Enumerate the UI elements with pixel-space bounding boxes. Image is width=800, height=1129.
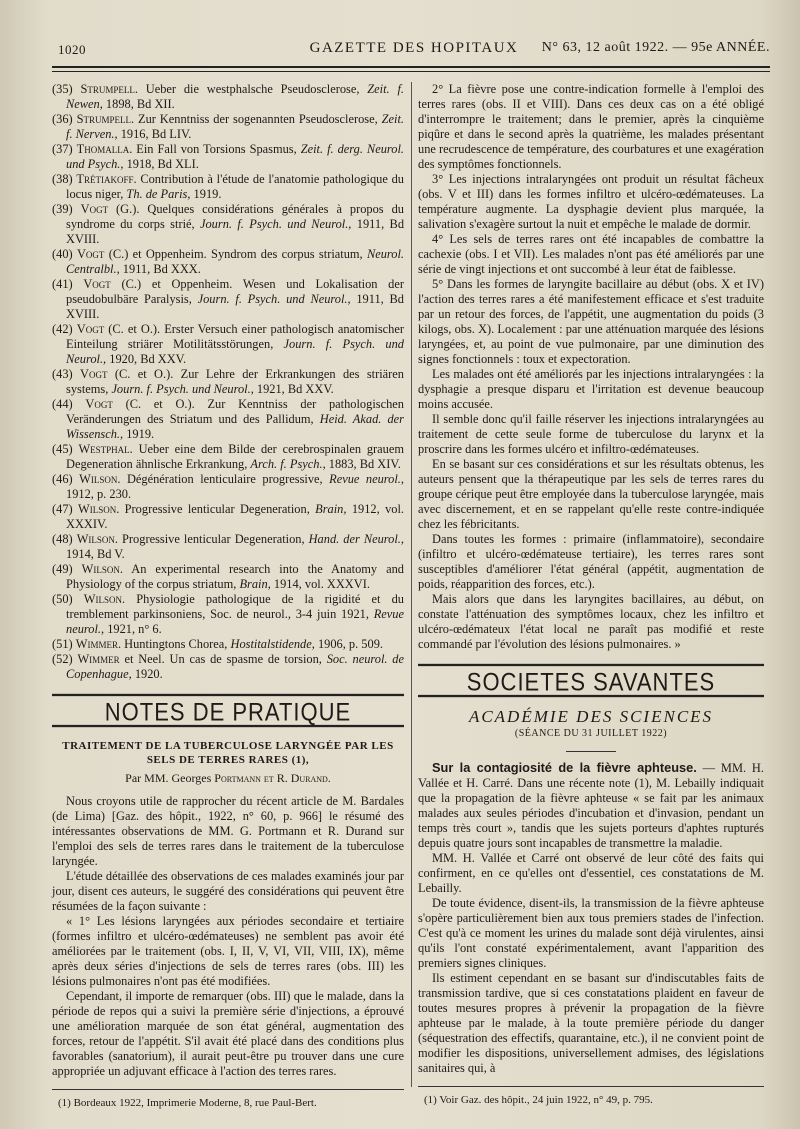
reference-detail: 1912, vol. XXXIV. bbox=[66, 502, 404, 531]
reference-number: (39) bbox=[52, 202, 73, 216]
reference-author: Westphal. bbox=[78, 442, 133, 456]
reference-text: (C.) et Oppenheim. Wesen und Lokalisation der pseudobulbäre Paralysis, bbox=[66, 277, 404, 306]
academy-title: ACADÉMIE DES SCIENCES bbox=[468, 707, 714, 726]
reference-journal: Revue neurol., bbox=[66, 607, 404, 636]
left-column bbox=[52, 82, 404, 1111]
reference-detail: 1911, Bd XVIII. bbox=[66, 292, 404, 321]
reference-text: Ueber eine dem Bilde der cerebrospinalen grauem Degeneration ähnlische Erkrankung, bbox=[66, 442, 404, 471]
reference-detail: 1912, p. 230. bbox=[66, 487, 132, 501]
reference-journal: Journ. f. Psych. und Neurol., bbox=[197, 292, 351, 306]
reference-author: Vogt bbox=[85, 397, 113, 411]
reference-number: (49) bbox=[52, 562, 73, 576]
reference-text: Progressive lenticular Degeneration, bbox=[119, 502, 316, 516]
reference-text: (C.) et Oppenheim. Syndrom des corpus striatum, bbox=[104, 247, 367, 261]
byline-authors: Portmann et R. Durand. bbox=[214, 771, 331, 785]
reference-author: Trétiakoff. bbox=[76, 172, 137, 186]
reference-detail: 1921, Bd XXV. bbox=[253, 382, 334, 396]
reference-number: (51) bbox=[52, 637, 73, 651]
reference-author: Wilson. bbox=[76, 532, 118, 546]
article-paragraph: 3° Les injections intralaryngées ont produit un résultat fâcheux (obs. V et III) dans les formes infiltro et ulcéro-œdémateuses. La température augmente. La dysphagie devient plus marquée, la salivation s'exagère surtout la nuit et empêche le malade de dormir. bbox=[418, 172, 764, 231]
reference-text: Contribution à l'étude de l'anatomie pathologique du locus niger, bbox=[66, 172, 404, 201]
reference-text: Ueber die westphalsche Pseudosclerose, bbox=[137, 82, 368, 96]
reference-item bbox=[52, 322, 405, 367]
reference-text: Huntingtons Chorea, bbox=[121, 637, 231, 651]
reference-author: Vogt bbox=[83, 277, 111, 291]
reference-author: Vogt bbox=[80, 202, 109, 216]
reference-journal: Brain, bbox=[315, 502, 347, 516]
reference-detail: 1919. bbox=[190, 187, 222, 201]
reference-author: Wimmer bbox=[77, 652, 120, 666]
reference-text: (C. et O.). Zur Kenntniss der pathologischen Veränderungen des Striatum und des Pallidum, bbox=[66, 397, 404, 426]
reference-detail: 1920, Bd XXV. bbox=[106, 352, 187, 366]
reference-number: (48) bbox=[52, 532, 73, 546]
reference-author: Strumpell. bbox=[80, 82, 138, 96]
reference-detail: 1921, n° 6. bbox=[104, 622, 162, 636]
reference-journal: Neurol. Centralbl., bbox=[66, 247, 404, 276]
reference-number: (47) bbox=[52, 502, 73, 516]
reference-item bbox=[52, 202, 405, 247]
reference-detail: 1911, Bd XVIII. bbox=[66, 217, 405, 246]
reference-text: Ein Fall von Torsions Spasmus, bbox=[132, 142, 301, 156]
reference-item bbox=[52, 652, 404, 682]
reference-author: Vogt bbox=[80, 367, 108, 381]
reference-item bbox=[52, 277, 404, 322]
reference-text: Zur Kenntniss der sogenannten Pseudosclerose, bbox=[134, 112, 382, 126]
reference-detail: 1914, Bd V. bbox=[66, 547, 125, 561]
issue-info: N° 63, 12 août 1922. — 95e ANNÉE. bbox=[541, 40, 770, 55]
reference-number: (52) bbox=[52, 652, 73, 666]
reference-detail: 1919. bbox=[123, 427, 155, 441]
article-paragraph: MM. H. Vallée et Carré ont observé de leur côté des faits qui confirment, en ce qu'elles ont d'essentiel, ces constatations de M. Lebailly. bbox=[418, 851, 764, 895]
reference-item bbox=[52, 442, 404, 472]
reference-item bbox=[52, 472, 404, 502]
reference-number: (43) bbox=[52, 367, 73, 381]
reference-text: An experimental research into the Anatomy and Physiology of the corpus striatum, bbox=[66, 562, 404, 591]
article-byline bbox=[52, 771, 404, 786]
reference-journal: Journ. f. Psych. und Neurol., bbox=[199, 217, 352, 231]
reference-author: Wilson. bbox=[79, 472, 121, 486]
reference-number: (41) bbox=[52, 277, 73, 291]
seance-date: (SÉANCE DU 31 JUILLET 1922) bbox=[514, 728, 668, 739]
reference-detail: 1916, Bd LIV. bbox=[117, 127, 192, 141]
reference-item bbox=[52, 172, 404, 202]
reference-number: (46) bbox=[52, 472, 73, 486]
reference-number: (38) bbox=[52, 172, 73, 186]
reference-item bbox=[52, 142, 404, 172]
societes-section-title: SOCIETES SAVANTES bbox=[418, 664, 764, 697]
reference-number: (37) bbox=[52, 142, 73, 156]
journal-title: GAZETTE DES HOPITAUX bbox=[309, 40, 519, 56]
reference-item bbox=[52, 592, 404, 637]
article-paragraph: Les malades ont été améliorés par les injections intralaryngées : la dysphagie a presque disparu et l'irritation est devenue beaucoup moins accusée. bbox=[418, 367, 764, 411]
reference-text: (C. et O.). Zur Lehre der Erkrankungen des striären systems, bbox=[66, 367, 404, 396]
reference-detail: 1920. bbox=[131, 667, 163, 681]
reference-text: (C. et O.). Erster Versuch einer pathologisch anatomischer Einteilung striärer Motilitätsstörungen, bbox=[66, 322, 404, 351]
column-divider bbox=[411, 82, 412, 1087]
reference-text: Progressive lenticular Degeneration, bbox=[118, 532, 309, 546]
reference-journal: Journ. f. Psych. und Neurol., bbox=[66, 337, 405, 366]
article-paragraph: Mais alors que dans les laryngites bacillaires, au début, on constate l'atténuation des symptômes locaux, chez les infiltro et ulcéro-œdémateux l'état local ne paraît pas modifié et reste commandé par l'évolution des lésions pulmonaires. » bbox=[418, 592, 764, 651]
reference-detail: 1883, Bd XIV. bbox=[325, 457, 401, 471]
reference-number: (40) bbox=[52, 247, 73, 261]
reference-detail: 1906, p. 509. bbox=[314, 637, 383, 651]
reference-item bbox=[52, 532, 404, 562]
header-rule-thin bbox=[52, 71, 770, 72]
article-paragraph: 2° La fièvre pose une contre-indication formelle à l'emploi des terres rares (obs. II et VIII). Dans ces deux cas on a été obligé d'interrompre le traitement; dans le premier, après la cinquième piqûre et dans le second après la quatrième, les malades présentant une recrudescence de température, des courbatures et une exagération des symptômes fonctionnels. bbox=[418, 82, 764, 171]
article-paragraph: Ils estiment cependant en se basant sur d'indiscutables faits de transmission tardive, que si ces constatations plaident en faveur de toutes mesures propres à prévenir la propagation de la fièvre aphteuse par le malade, à la toute première période du danger (séquestration des effectifs, quarantaine, etc.), il ne convient point de modifier les dispositions, universellement admises, des législations sanitaires qui, à bbox=[418, 971, 764, 1075]
article-paragraph: 5° Dans les formes de laryngite bacillaire au début (obs. X et IV) l'action des terres rares a été manifestement efficace et s'est traduite par un retour des forces, de l'appétit, une augmentation du poids (3 kilogs, obs. X). Localement : par une atténuation marquée des lésions laryngées, et, au point de vue pulmonaire, par une diminution des signes fonctionnels : toux et expectoration. bbox=[418, 277, 764, 366]
reference-item bbox=[52, 397, 404, 442]
reference-text: et Neel. Un cas de spasme de torsion, bbox=[119, 652, 327, 666]
footnote-rule bbox=[52, 1089, 404, 1090]
notes-section-title: NOTES DE PRATIQUE bbox=[52, 694, 404, 727]
lead-paragraph bbox=[418, 760, 764, 851]
reference-text: Physiologie pathologique de la rigidité et du tremblement parkinsoniens, Soc. de neurol., 3-4 juin 1921, bbox=[66, 592, 404, 621]
reference-journal: Zeit. f. derg. Neurol. und Psych., bbox=[66, 142, 404, 171]
article-title: TRAITEMENT DE LA TUBERCULOSE LARYNGÉE PAR LES SELS DE TERRES RARES (1), bbox=[62, 740, 394, 766]
reference-journal: Zeit. f. Nerven., bbox=[66, 112, 404, 141]
reference-author: Wilson. bbox=[81, 562, 123, 576]
reference-detail: 1898, Bd XII. bbox=[102, 97, 175, 111]
footnote: (1) Bordeaux 1922, Imprimerie Moderne, 8, rue Paul-Bert. bbox=[58, 1097, 317, 1109]
article-paragraph: Dans toutes les formes : primaire (inflammatoire), secondaire (infiltro et ulcéro-œdémateuse tertiaire), les terres rares sont susceptibles d'améliorer l'état général (appétit, augmentation de poids, réapparition des forces, etc.). bbox=[418, 532, 764, 591]
reference-journal: Brain, bbox=[239, 577, 271, 591]
short-rule bbox=[566, 751, 616, 752]
reference-detail: 1918, Bd XLI. bbox=[123, 157, 199, 171]
reference-number: (36) bbox=[52, 112, 73, 126]
reference-author: Wimmer. bbox=[75, 637, 122, 651]
page-number: 1020 bbox=[58, 42, 86, 57]
reference-journal: Soc. neurol. de Copenhague, bbox=[66, 652, 404, 681]
reference-item bbox=[52, 247, 404, 277]
reference-item bbox=[52, 367, 404, 397]
article-paragraph: L'étude détaillée des observations de ces malades examinés jour par jour, disent ces auteurs, le suggéré des considérations qui peuvent être résumées de la façon suivante : bbox=[52, 869, 404, 913]
reference-text: Dégénération lenticulaire progressive, bbox=[120, 472, 330, 486]
reference-author: Wilson. bbox=[78, 502, 120, 516]
reference-journal: Zeit. f. Newen, bbox=[66, 82, 404, 111]
article-paragraph: 4° Les sels de terres rares ont été incapables de combattre la cachexie (obs. I et VII). Les malades n'ont pas été améliorés par une série de vingt injections et ont succombé à leur état de faiblesse. bbox=[418, 232, 764, 276]
article-paragraph: « 1° Les lésions laryngées aux périodes secondaire et tertiaire (formes infiltro et ulcéro-œdémateuses) ne semblent pas avoir été améliorées par le traitement (obs. I, II, V, VI, VII, VIII, IX), même après deux séries d'injections de sels de terres rares (obs. III) les lésions pulmonaires n'ont pas été modifiées. bbox=[52, 914, 404, 988]
reference-item bbox=[52, 82, 404, 112]
reference-text: (G.). Quelques considérations générales à propos du syndrome du corps strié, bbox=[66, 202, 404, 231]
article-paragraph: De toute évidence, disent-ils, la transmission de la fièvre aphteuse s'opère particulièrement bien aux tous premiers stades de l'infection. C'est qu'à ce moment les urines du malade sont déjà virulentes, ainsi qu'ils l'ont constaté expérimentalement, avant l'apparition des premiers signes cliniques. bbox=[418, 896, 764, 970]
reference-author: Thomalla. bbox=[76, 142, 133, 156]
reference-number: (44) bbox=[52, 397, 73, 411]
reference-number: (50) bbox=[52, 592, 73, 606]
reference-journal: Hand. der Neurol., bbox=[308, 532, 404, 546]
reference-author: Wilson. bbox=[83, 592, 126, 606]
reference-detail: 1911, Bd XXX. bbox=[119, 262, 201, 276]
reference-detail: 1914, vol. XXXVI. bbox=[270, 577, 370, 591]
reference-item bbox=[52, 502, 404, 532]
byline-prefix: Par MM. Georges bbox=[125, 771, 215, 785]
reference-number: (35) bbox=[52, 82, 73, 96]
reference-author: Strumpell. bbox=[76, 112, 135, 126]
right-column bbox=[418, 82, 764, 1108]
reference-number: (45) bbox=[52, 442, 73, 456]
header-rule bbox=[52, 66, 770, 68]
article-paragraph: Cependant, il importe de remarquer (obs. III) que le malade, dans la période de repos qui a suivi la première série d'injections, a éprouvé une amélioration marquée de son état général, augmentation des forces, retour de l'appétit. S'il avait été placé dans des conditions plus favorables (sanatorium), il aurait peut-être pu trouver dans une cure appropriée un adjuvant efficace à l'action des terres rares. bbox=[52, 989, 404, 1078]
page-header bbox=[58, 38, 770, 62]
footnote: (1) Voir Gaz. des hôpit., 24 juin 1922, n° 49, p. 795. bbox=[424, 1094, 653, 1106]
article-paragraph: En se basant sur ces considérations et sur les résultats obtenus, les auteurs pensent que la thérapeutique par les sels de terres rares du groupe cérique peut être employée dans la tuberculose laryngée, mais avec discernement, et en se rappelant qu'elle reste contre-indiquée chez les fébricitants. bbox=[418, 457, 764, 531]
footnote-rule bbox=[418, 1086, 764, 1087]
reference-author: Vogt bbox=[76, 322, 105, 336]
reference-item bbox=[52, 562, 404, 592]
lead-text: — MM. H. Vallée et H. Carré. Dans une récente note (1), M. Lebailly indiquait que la propagation de la fièvre aphteuse « se fait par les animaux malades aux seules périodes d'incubation et d'invasion, pendant un temps très court », tandis que les sujets porteurs d'aphtes rupturés depuis quatre jours sont incapables de transmettre la maladie. bbox=[418, 761, 764, 850]
reference-author: Vogt bbox=[76, 247, 105, 261]
article-paragraph: Il semble donc qu'il faille réserver les injections intralaryngées au traitement de cette seule forme de tuberculose du larynx et la proscrire dans les formes ulcéro et infiltro-œdémateuses. bbox=[418, 412, 764, 456]
reference-number: (42) bbox=[52, 322, 73, 336]
reference-journal: Arch. f. Psych., bbox=[250, 457, 326, 471]
reference-journal: Heid. Akad. der Wissensch., bbox=[66, 412, 404, 441]
reference-list bbox=[52, 82, 404, 682]
reference-journal: Journ. f. Psych. und Neurol., bbox=[111, 382, 254, 396]
reference-item bbox=[52, 637, 404, 652]
reference-item bbox=[52, 112, 404, 142]
lead-title: Sur la contagiosité de la fièvre aphteuse. bbox=[432, 760, 697, 775]
article-paragraph: Nous croyons utile de rapprocher du récent article de M. Bardales (de Lima) [Gaz. des hôpit., 1922, n° 60, p. 966] le résumé des intéressantes observations de MM. G. Portmann et R. Durand sur l'emploi des sels de terres rares dans le traitement de la tuberculose laryngée. bbox=[52, 794, 404, 868]
reference-journal: Hostitalstidende, bbox=[230, 637, 315, 651]
reference-journal: Revue neurol., bbox=[329, 472, 404, 486]
reference-journal: Th. de Paris, bbox=[126, 187, 191, 201]
